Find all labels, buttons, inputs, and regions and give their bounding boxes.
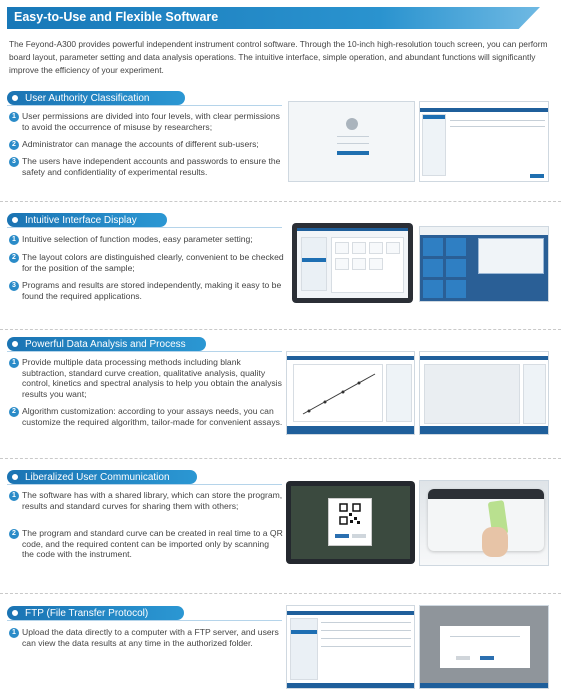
section-header-data-analysis — [7, 337, 206, 351]
section-divider — [0, 201, 561, 202]
number-badge: 1 — [9, 358, 19, 368]
bullet-text: Algorithm customization: according to your assays needs, you can customize the required algorithm, tailor-made for convenient assays. — [22, 406, 283, 427]
user-management-image — [419, 101, 549, 182]
home-tiles-image — [419, 226, 549, 302]
circle-marker-icon — [10, 339, 20, 349]
number-badge: 2 — [9, 140, 19, 150]
plate-layout-image — [419, 351, 549, 435]
bullet-text: Provide multiple data processing methods including blank subtraction, standard curve creation, qualitative analysis, quality control, kinetics and spectral analysis to help you obtain the analysis results you want; — [22, 357, 282, 399]
section-title: User Authority Classification — [25, 92, 150, 104]
section-title: Intuitive Interface Display — [25, 214, 137, 226]
tablet-mode-selection-image — [292, 223, 413, 303]
number-badge: 2 — [9, 529, 19, 539]
section-header-user-authority — [7, 91, 185, 105]
bullet-text: The layout colors are distinguished clearly, convenient to be checked for the position of the sample; — [22, 252, 284, 273]
tablet-qr-code-image — [286, 481, 415, 564]
bullet-text: Administrator can manage the accounts of different sub-users; — [22, 139, 259, 149]
section-header-interface — [7, 213, 167, 227]
number-badge: 3 — [9, 281, 19, 291]
circle-marker-icon — [10, 93, 20, 103]
section-rule — [7, 484, 282, 485]
bullet-item — [9, 357, 287, 399]
number-badge: 1 — [9, 112, 19, 122]
bullet-item — [9, 139, 284, 150]
bullet-text: The software has with a shared library, which can store the program, results and standard curves for sharing them with others; — [22, 490, 283, 511]
section-divider — [0, 458, 561, 459]
standard-curve-image — [286, 351, 415, 435]
section-rule — [7, 620, 282, 621]
bullet-item — [9, 156, 284, 177]
bullet-item — [9, 111, 284, 132]
number-badge: 1 — [9, 491, 19, 501]
bullet-text: Upload the data directly to a computer with a FTP server, and users can view the data results at any time in the authorized folder. — [22, 627, 279, 648]
number-badge: 1 — [9, 628, 19, 638]
section-title: FTP (File Transfer Protocol) — [25, 607, 149, 619]
bullet-text: Programs and results are stored independently, making it easy to be found the required applications. — [22, 280, 282, 301]
confirm-button — [530, 174, 544, 178]
qr-code-icon — [339, 503, 361, 525]
user-avatar-icon — [346, 118, 358, 130]
ftp-settings-image — [286, 605, 415, 689]
bullet-item — [9, 528, 283, 560]
bullet-text: User permissions are divided into four levels, with clear permissions to avoid the occurrence of misuse by researchers; — [22, 111, 280, 132]
instrument-phone-photo — [419, 480, 549, 566]
section-rule — [7, 105, 282, 106]
section-rule — [7, 227, 282, 228]
bullet-item — [9, 234, 289, 245]
bullet-item — [9, 490, 283, 511]
login-screen-image — [288, 101, 415, 182]
number-badge: 3 — [9, 157, 19, 167]
ftp-dialog-image — [419, 605, 549, 689]
section-title: Liberalized User Communication — [25, 471, 170, 483]
intro-paragraph: The Feyond-A300 provides powerful independent instrument control software. Through the 10-inch high-resolution touch screen, you can perform board layout, parameter setting and data analysis operations. The intuitive interface, simple operation, and abundant functions will significantly improve the efficiency of your experiment. — [9, 39, 548, 76]
bullet-item — [9, 252, 289, 273]
circle-marker-icon — [10, 608, 20, 618]
bullet-text: The users have independent accounts and passwords to ensure the safety and confidentiality of experimental results. — [22, 156, 281, 177]
bullet-text: Intuitive selection of function modes, easy parameter setting; — [22, 234, 253, 244]
login-button — [337, 151, 369, 155]
section-divider — [0, 593, 561, 594]
section-header-ftp — [7, 606, 184, 620]
circle-marker-icon — [10, 215, 20, 225]
section-header-communication — [7, 470, 197, 484]
number-badge: 2 — [9, 253, 19, 263]
bullet-item — [9, 406, 287, 427]
curve-line-icon — [295, 366, 381, 420]
page-title: Easy-to-Use and Flexible Software — [14, 10, 219, 24]
bullet-item — [9, 280, 289, 301]
section-rule — [7, 351, 282, 352]
hand-icon — [482, 527, 508, 557]
bullet-text: The program and standard curve can be created in real time to a QR code, and the required content can be imported only by scanning the code with the instrument. — [22, 528, 283, 560]
section-title: Powerful Data Analysis and Process — [25, 338, 186, 350]
circle-marker-icon — [10, 472, 20, 482]
number-badge: 1 — [9, 235, 19, 245]
bullet-item — [9, 627, 285, 648]
number-badge: 2 — [9, 407, 19, 417]
section-divider — [0, 329, 561, 330]
